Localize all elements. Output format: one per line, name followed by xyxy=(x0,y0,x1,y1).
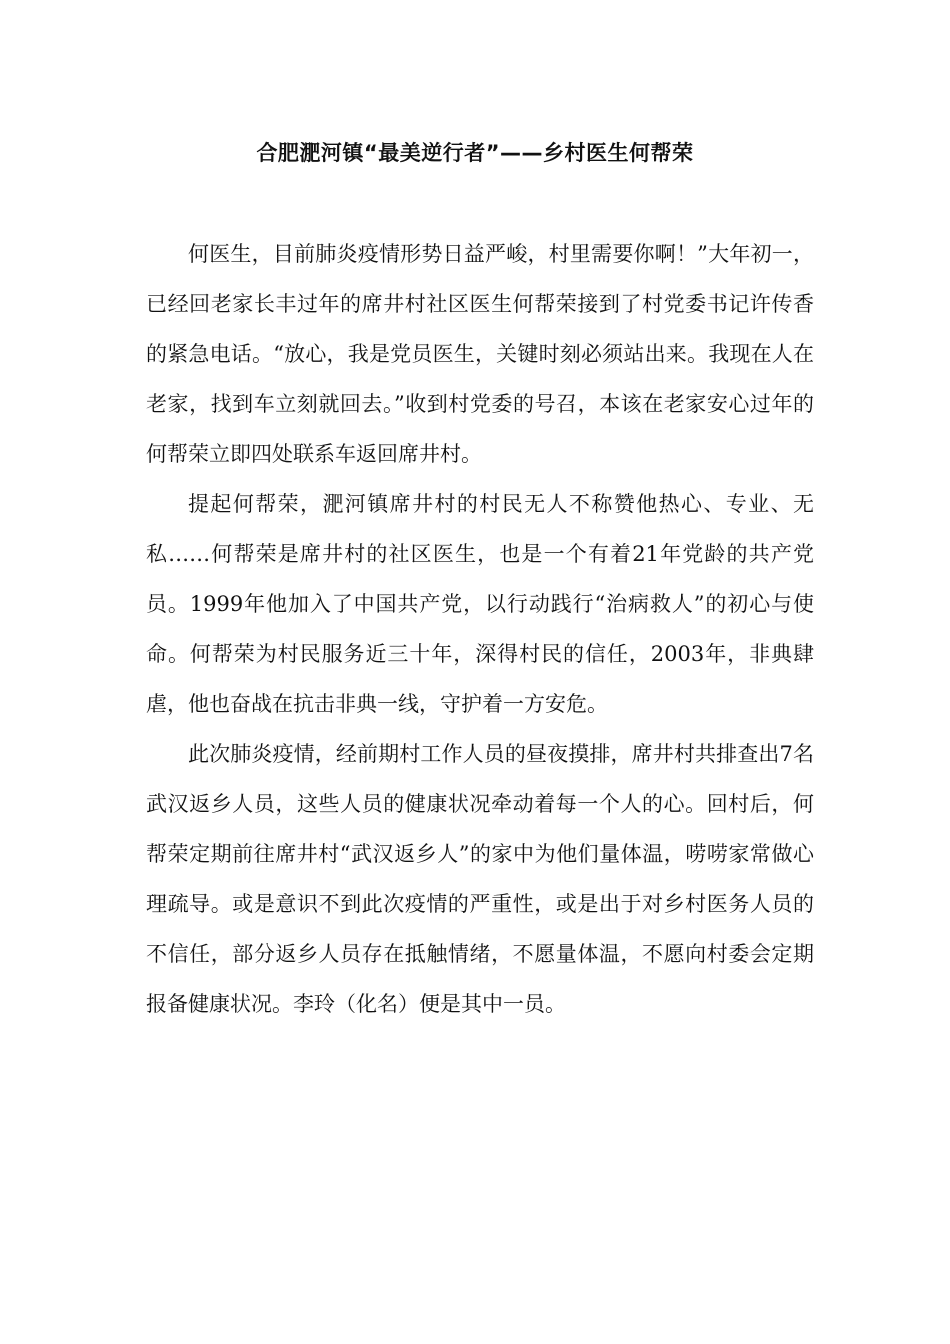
document-body xyxy=(146,229,814,1029)
paragraph-3: 此次肺炎疫情，经前期村工作人员的昼夜摸排，席井村共排查出7名武汉返乡人员，这些人员的健康状况牵动着每一个人的心。回村后，何帮荣定期前往席井村“武汉返乡人”的家中为他们量体温，唠唠家常做心理疏导。或是意识不到此次疫情的严重性，或是出于对乡村医务人员的不信任，部分返乡人员存在抵触情绪，不愿量体温，不愿向村委会定期报备健康状况。李玲（化名）便是其中一员。 xyxy=(146,742,814,1016)
paragraph-1: 何医生，目前肺炎疫情形势日益严峻，村里需要你啊！”大年初一，已经回老家长丰过年的席井村社区医生何帮荣接到了村党委书记许传香的紧急电话。“放心，我是党员医生，关键时刻必须站出来。我现在人在老家，找到车立刻就回去。”收到村党委的号召，本该在老家安心过年的何帮荣立即四处联系车返回席井村。 xyxy=(146,242,814,466)
paragraph-2: 提起何帮荣，淝河镇席井村的村民无人不称赞他热心、专业、无私……何帮荣是席井村的社区医生，也是一个有着21年党龄的共产党员。1999年他加入了中国共产党，以行动践行“治病救人”的初心与使命。何帮荣为村民服务近三十年，深得村民的信任，2003年，非典肆虐，他也奋战在抗击非典一线，守护着一方安危。 xyxy=(146,492,814,716)
document-title: 合肥淝河镇“最美逆行者”——乡村医生何帮荣 xyxy=(256,141,694,165)
